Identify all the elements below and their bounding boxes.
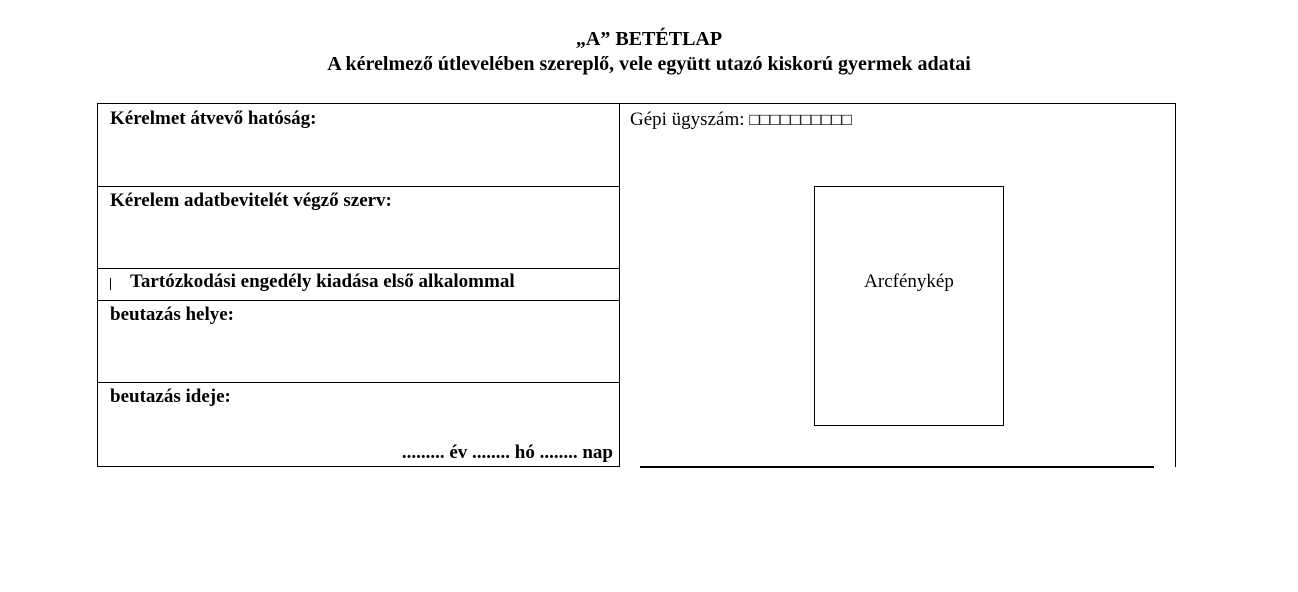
entry-time-field[interactable]: [98, 382, 619, 466]
right-column: [620, 103, 1176, 467]
residence-permit-checkbox[interactable]: [110, 278, 114, 290]
data-entry-label: Kérelem adatbevitelét végző szerv:: [110, 190, 392, 211]
data-entry-field[interactable]: [98, 186, 619, 269]
authority-field[interactable]: [98, 104, 619, 187]
entry-place-field[interactable]: [98, 300, 619, 383]
authority-label: Kérelmet átvevő hatóság:: [110, 108, 317, 129]
signature-line[interactable]: [640, 466, 1154, 468]
form-table: [97, 103, 1177, 467]
form-title: „A” BETÉTLAP: [575, 28, 723, 50]
entry-place-label: beutazás helye:: [110, 304, 235, 325]
form-subtitle: A kérelmező útlevelében szereplő, vele együtt utazó kiskorú gyermek adatai: [327, 53, 971, 75]
residence-permit-checkbox-row[interactable]: [98, 268, 619, 301]
residence-permit-label: Tartózkodási engedély kiadása első alkalommal: [130, 271, 515, 292]
entry-date-template: ......... év ........ hó ........ nap: [401, 442, 613, 463]
photo-label: Arcfénykép: [864, 271, 954, 292]
case-number-boxes[interactable]: □□□□□□□□□□: [749, 110, 852, 129]
entry-time-label: beutazás ideje:: [110, 386, 231, 407]
photo-box[interactable]: [814, 186, 1004, 426]
case-number[interactable]: [630, 109, 852, 131]
left-column: [97, 103, 620, 467]
case-number-label: Gépi ügyszám:: [630, 109, 745, 130]
